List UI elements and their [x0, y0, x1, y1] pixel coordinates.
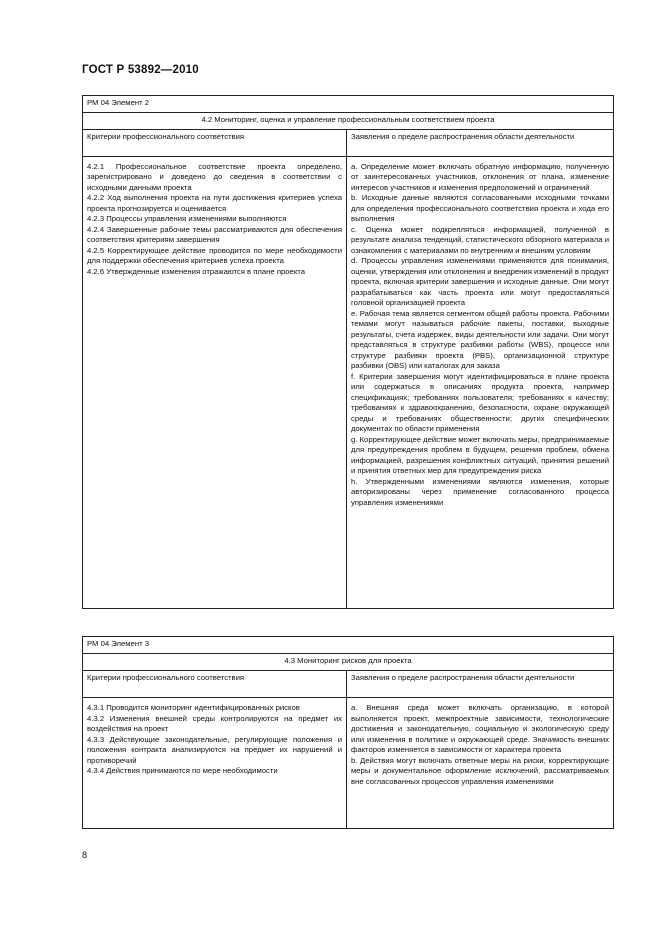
table-row [83, 637, 614, 654]
section-title: 4.3 Мониторинг рисков для проекта [83, 654, 614, 671]
list-item: g. Корректирующее действие может включать меры, предпринимаемые для предупреждения проблем в будущем, решения проблем, обмена информацией, разрешения конфликтных ситуаций, принятия решений и принятия ответных мер для предупреждения риска [351, 434, 610, 475]
table-row [83, 113, 614, 130]
table-row [83, 654, 614, 671]
table-row [83, 129, 614, 156]
column-header-criteria: Критерии профессионального соответствия [83, 129, 347, 156]
table-row [83, 156, 614, 608]
list-item: 4.2.5 Корректирующее действие проводится по мере необходимости для поддержки обеспечения критериев успеха проекта [87, 245, 342, 265]
list-item: c. Оценка может подкрепляться информацией, полученной в результате анализа тенденций, статистического обзорного материала и ознакомления с материалами по внутренним и внешним условиям [351, 224, 610, 255]
list-item: 4.2.2 Ход выполнения проекта на пути достижения критериев успеха проекта прогнозируется и оценивается [87, 193, 342, 213]
criteria-cell [83, 156, 347, 608]
element-title: РМ 04 Элемент 2 [83, 96, 614, 113]
list-item: b. Действия могут включать ответные меры на риски, корректирующие меры и документальное оформление исключений, рассматриваемых вне согласованных процессов управления изменениями [351, 755, 610, 786]
statements-cell [347, 156, 614, 608]
section-title: 4.2 Мониторинг, оценка и управление профессиональным соответствием проекта [83, 113, 614, 130]
table-element-3 [82, 636, 614, 829]
list-item: 4.2.6 Утвержденные изменения отражаются в плане проекта [87, 266, 305, 276]
column-header-statements: Заявления о пределе распространения области деятельности [347, 671, 614, 698]
column-header-statements: Заявления о пределе распространения области деятельности [347, 129, 614, 156]
list-item: a. Внешняя среда может включать организацию, в которой выполняется проект, межпроектные зависимости, технологические достижения и законодательную, социальную и экологическую среду или изменения в политике и окружающей среде. Значимость внешних факторов изменяется в зависимости от характера проекта [351, 703, 610, 754]
list-item: 4.2.3 Процессы управления изменениями выполняются [87, 214, 287, 223]
column-header-criteria: Критерии профессионального соответствия [83, 671, 347, 698]
table-row [83, 671, 614, 698]
table-element-2 [82, 95, 614, 609]
statements-cell [347, 698, 614, 829]
list-item: 4.3.2 Изменения внешней среды контролируются на предмет их воздействия на проект [87, 713, 342, 733]
list-item: a. Определение может включать обратную информацию, полученную от заинтересованных участников, отклонения от плана, изменение интересов участников и изменения предположений и ограничений [351, 161, 610, 192]
list-item: 4.3.3 Действующие законодательные, регулирующие положения и положения контракта анализируются на предмет их нарушений и противоречий [87, 734, 342, 765]
list-item: 4.3.4 Действия принимаются по мере необходимости [87, 766, 278, 775]
list-item: 4.2.4 Завершенные рабочие темы рассматриваются для обеспечения соответствия критериям завершения [87, 224, 342, 244]
document-header: ГОСТ Р 53892—2010 [82, 64, 199, 76]
list-item: h. Утвержденными изменениями являются изменения, которые авторизированы через применение согласованного процесса управления изменениями [351, 476, 610, 507]
list-item: 4.3.1 Проводится мониторинг идентифицированных рисков [87, 703, 300, 712]
page-number: 8 [82, 850, 88, 860]
list-item: 4.2.1 Профессиональное соответствие проекта определено, зарегистрировано и доведено до сведения в соответствии с исходными данными проекта [87, 161, 342, 192]
criteria-cell [83, 698, 347, 829]
list-item: f. Критерии завершения могут идентифицироваться в плане проекта или содержаться в описаниях продукта проекта, например спецификациях; требованиях пользователя; требованиях к качеству; требованиях к здравоохранению, безопасности, охране окружающей среды и требованиях общественности; других специфических документах по области применения [351, 371, 610, 433]
list-item: b. Исходные данные являются согласованными исходными точками для определения профессионального соответствия проекта и хода его выполнения [351, 193, 610, 223]
table-row [83, 96, 614, 113]
table-row [83, 698, 614, 829]
list-item: e. Рабочая тема является сегментом общей работы проекта. Рабочими темами могут называться рабочие пакеты, поставки, выходные результаты, счета издержек, виды деятельности или задачи. Они могут представляться в структуре разбивки работы (WBS), процессе или структуре разбивки проекта (PBS), организационной структуре разбивки (OBS) или каталогах для заказа [351, 308, 610, 370]
list-item: d. Процессы управления изменениями применяются для понимания, оценки, утверждения или отклонения и внедрения изменений в продукт проекта, включая критерии завершения и исходные данные. Они могут разрабатываться как часть проекта или могут предоставляться головной организацией проекта [351, 256, 610, 307]
element-title: РМ 04 Элемент 3 [83, 637, 614, 654]
